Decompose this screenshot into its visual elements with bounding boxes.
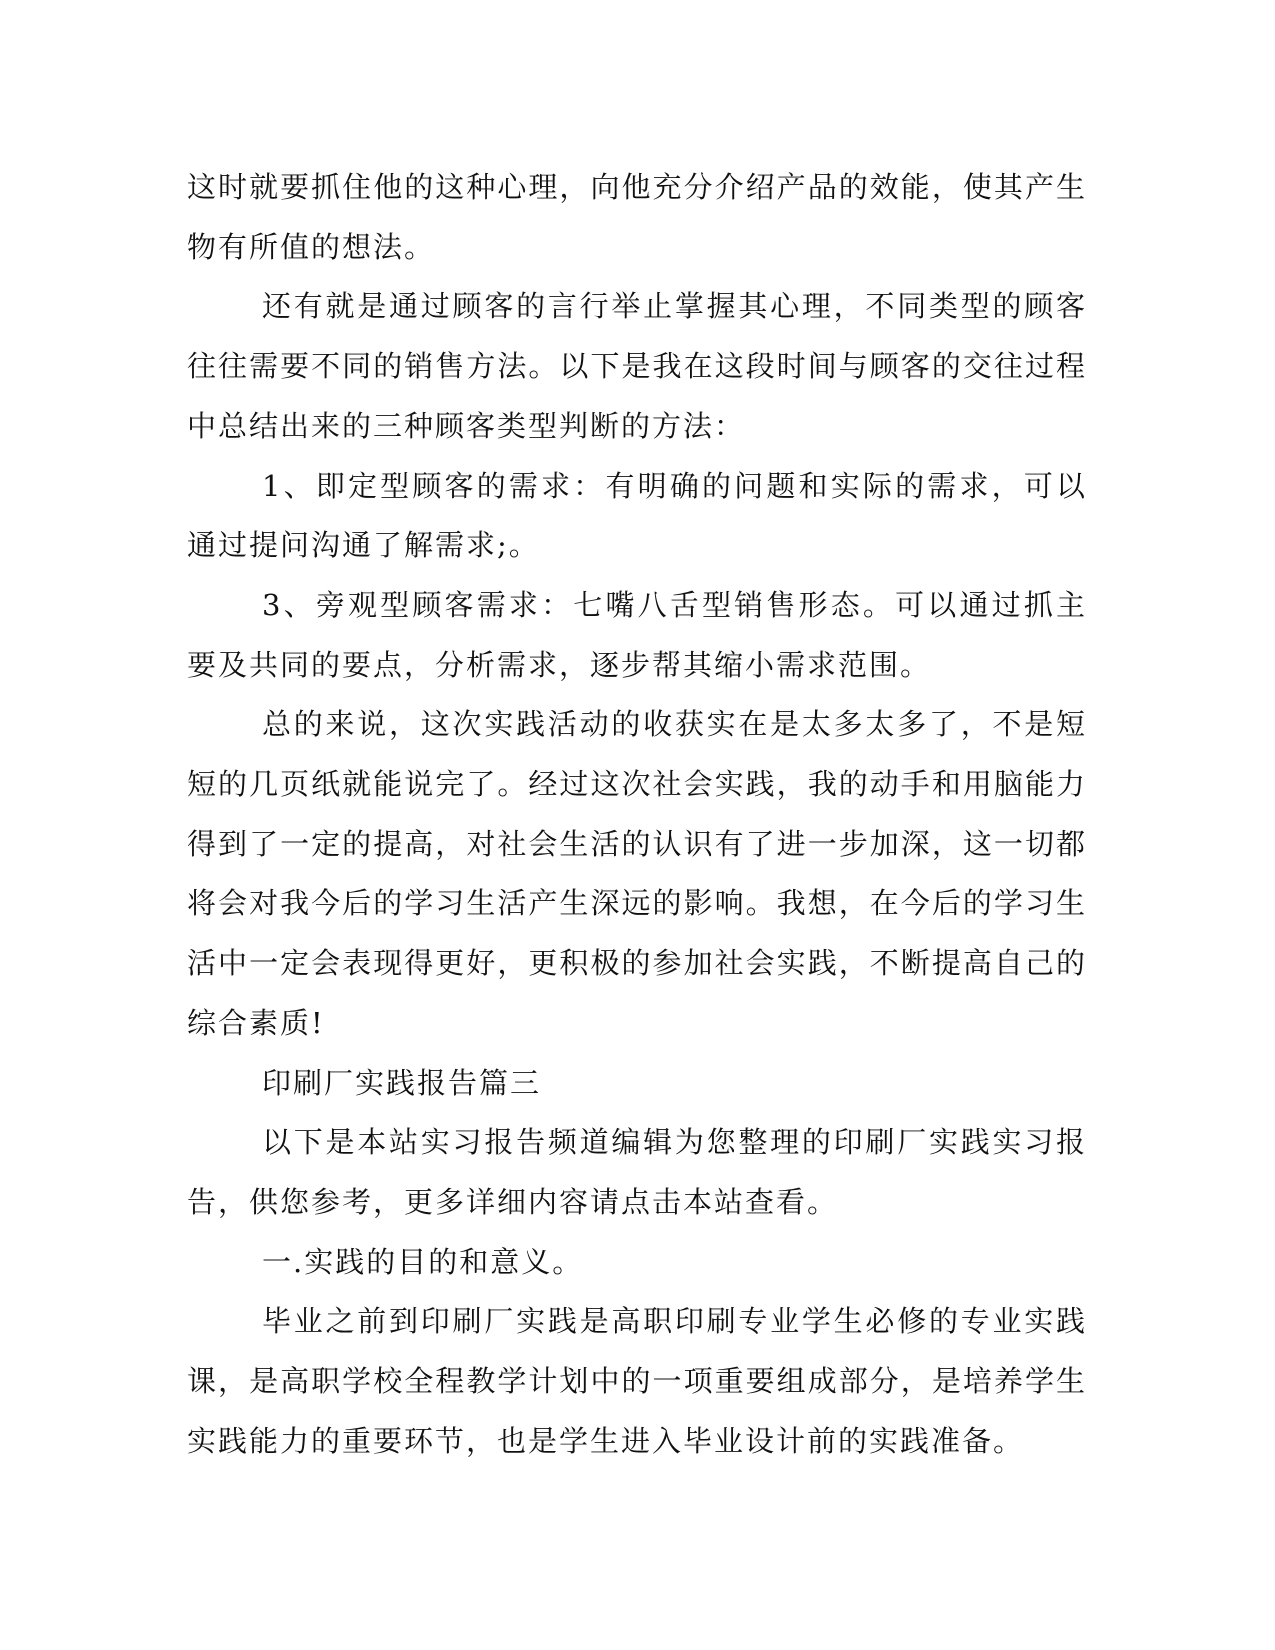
- paragraph-5: 总的来说，这次实践活动的收获实在是太多太多了，不是短短的几页纸就能说完了。经过这次社会实践，我的动手和用脑能力得到了一定的提高，对社会生活的认识有了进一步加深，这一切都将会对我今后的学习生活产生深远的影响。我想，在今后的学习生活中一定会表现得更好，更积极的参加社会实践，不断提高自己的综合素质!: [187, 707, 1087, 1040]
- document-body: [187, 158, 1087, 1471]
- subsection-heading: 一.实践的目的和意义。: [262, 1244, 584, 1279]
- paragraph-7: 以下是本站实习报告频道编辑为您整理的印刷厂实践实习报告，供您参考，更多详细内容请点击本站查看。: [187, 1125, 1087, 1219]
- paragraph-9: 毕业之前到印刷厂实践是高职印刷专业学生必修的专业实践课，是高职学校全程教学计划中的一项重要组成部分，是培养学生实践能力的重要环节，也是学生进入毕业设计前的实践准备。: [187, 1304, 1087, 1458]
- paragraph-2: 还有就是通过顾客的言行举止掌握其心理，不同类型的顾客往往需要不同的销售方法。以下是我在这段时间与顾客的交往过程中总结出来的三种顾客类型判断的方法：: [187, 289, 1087, 443]
- paragraph-1: 这时就要抓住他的这种心理，向他充分介绍产品的效能，使其产生物有所值的想法。: [187, 170, 1087, 264]
- section-heading: 印刷厂实践报告篇三: [262, 1065, 542, 1100]
- paragraph-4: 3、旁观型顾客需求：七嘴八舌型销售形态。可以通过抓主要及共同的要点，分析需求，逐步帮其缩小需求范围。: [187, 587, 1087, 682]
- paragraph-3: 1、即定型顾客的需求：有明确的问题和实际的需求，可以通过提问沟通了解需求;。: [187, 468, 1087, 563]
